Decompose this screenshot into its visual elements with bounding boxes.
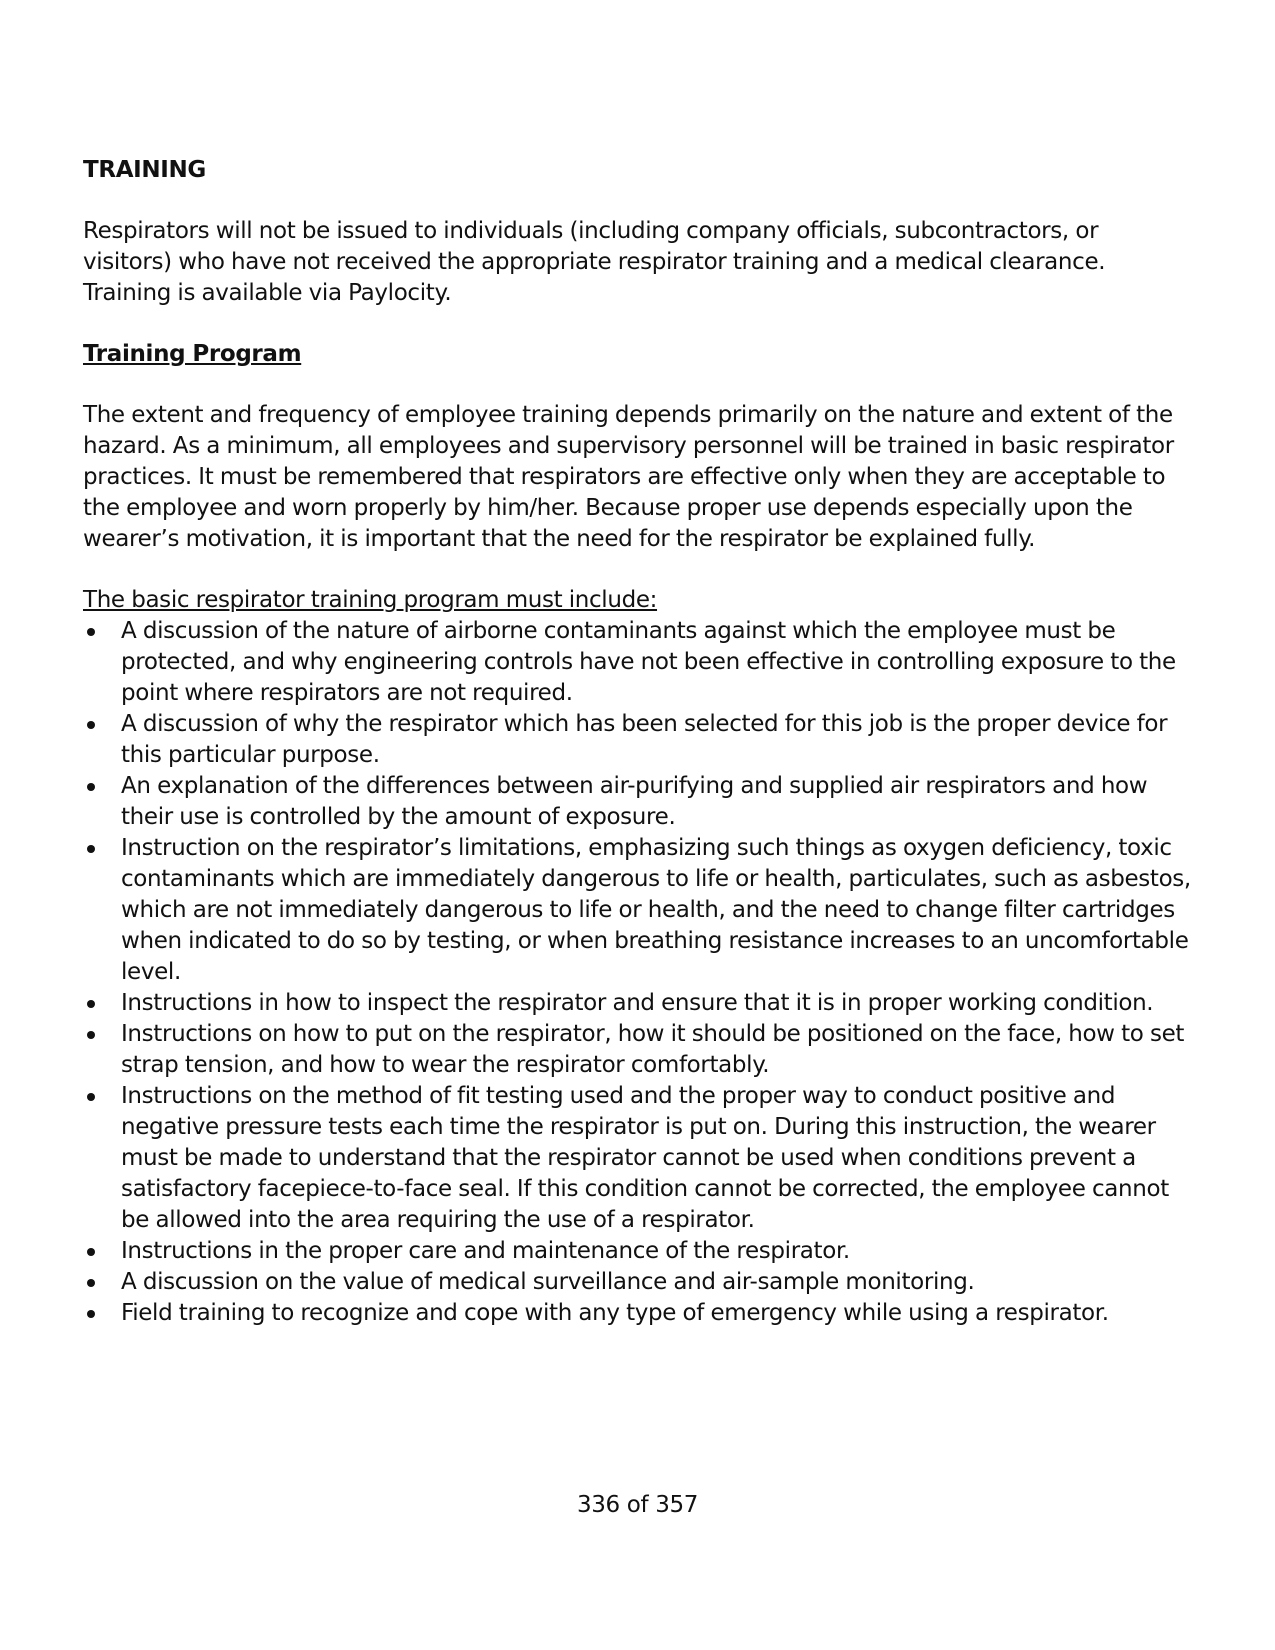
page-number: 336 of 357: [576, 1492, 699, 1518]
bullet-icon: [87, 783, 95, 791]
section-title: Training Program: [83, 341, 302, 367]
list-item-text: Instruction on the respirator’s limitations, emphasizing such things as oxygen deficiency, toxic contaminants which are immediately dangerous to life or health, particulates, such as asbestos, which are not immediately dangerous to life or health, and the need to change filter cartridges when indicated to do so by testing, or when breathing resistance increases to an uncomfortable level.: [121, 835, 1191, 985]
list-item-text: Instructions on the method of fit testing used and the proper way to conduct positive and negative pressure tests each time the respirator is put on. During this instruction, the wearer must be made to understand that the respirator cannot be used when conditions prevent a satisfactory facepiece-to-face seal. If this condition cannot be corrected, the employee cannot be allowed into the area requiring the use of a respirator.: [121, 1083, 1169, 1233]
list-item-text: An explanation of the differences between air-purifying and supplied air respirators and how their use is controlled by the amount of exposure.: [121, 773, 1148, 830]
bullet-icon: [87, 1031, 95, 1039]
list-item-text: Instructions in the proper care and maintenance of the respirator.: [121, 1238, 850, 1264]
list-item-text: Field training to recognize and cope with any type of emergency while using a respirator.: [121, 1300, 1109, 1326]
list-item: [83, 833, 1193, 988]
list-item-text: A discussion of the nature of airborne contaminants against which the employee must be protected, and why engineering controls have not been effective in controlling exposure to the point where respirators are not required.: [121, 618, 1176, 706]
list-item-text: A discussion on the value of medical surveillance and air-sample monitoring.: [121, 1269, 975, 1295]
section-paragraph: The extent and frequency of employee training depends primarily on the nature and extent of the hazard. As a minimum, all employees and supervisory personnel will be trained in basic respirator practices. It must be remembered that respirators are effective only when they are acceptable to the employee and worn properly by him/her. Because proper use depends especially upon the wearer’s motivation, it is important that the need for the respirator be explained fully.: [83, 402, 1174, 552]
list-item-text: A discussion of why the respirator which has been selected for this job is the proper device for this particular purpose.: [121, 711, 1168, 768]
bullet-icon: [87, 1093, 95, 1101]
bullet-icon: [87, 1000, 95, 1008]
list-item: [83, 1081, 1193, 1236]
list-item: [83, 771, 1193, 833]
bullet-icon: [87, 628, 95, 636]
list-item-text: Instructions in how to inspect the respirator and ensure that it is in proper working condition.: [121, 990, 1154, 1016]
list-item: [83, 1267, 1193, 1298]
bullet-icon: [87, 1248, 95, 1256]
list-item: [83, 1298, 1193, 1329]
list-item: [83, 709, 1193, 771]
document-page: [83, 155, 1193, 1329]
list-item: [83, 1236, 1193, 1267]
bullet-icon: [87, 1310, 95, 1318]
bullet-icon: [87, 1279, 95, 1287]
list-item: [83, 1019, 1193, 1081]
page-heading: TRAINING: [83, 157, 206, 183]
bullet-icon: [87, 721, 95, 729]
list-item-text: Instructions on how to put on the respirator, how it should be positioned on the face, how to set strap tension, and how to wear the respirator comfortably.: [121, 1021, 1185, 1078]
training-requirements-list: [83, 616, 1193, 1329]
list-item: [83, 616, 1193, 709]
bullet-icon: [87, 845, 95, 853]
list-item: [83, 988, 1193, 1019]
intro-paragraph: Respirators will not be issued to individuals (including company officials, subcontractors, or visitors) who have not received the appropriate respirator training and a medical clearance. Training is available via Paylocity.: [83, 218, 1106, 306]
list-intro: The basic respirator training program must include:: [83, 587, 658, 613]
